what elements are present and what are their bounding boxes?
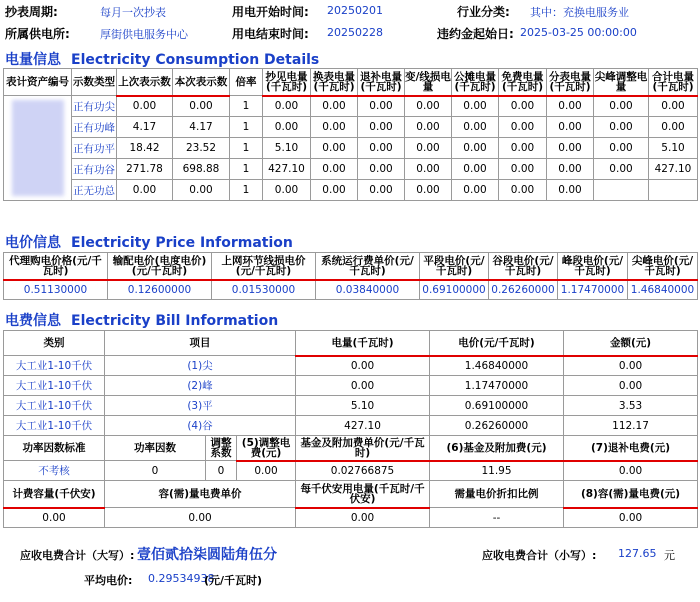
consumption-cell: 0.00 — [594, 159, 649, 180]
pf-value-cell: 0.02766875 — [296, 461, 430, 481]
consumption-cell: 23.52 — [173, 138, 230, 159]
consumption-cell: 0.00 — [452, 117, 499, 138]
price-header-cell: 代理购电价格(元/千瓦时) — [4, 253, 108, 280]
consumption-cell: 4.17 — [117, 117, 173, 138]
bill-header-row — [4, 331, 698, 356]
consumption-row — [4, 159, 698, 180]
consumption-cell: 0.00 — [311, 117, 358, 138]
consumption-cell: 1 — [230, 159, 263, 180]
cap-header-cell: 容(需)量电费单价 — [105, 481, 296, 508]
consumption-cell: 0.00 — [358, 96, 405, 117]
header-row-1 — [0, 0, 700, 22]
consumption-cell — [649, 180, 698, 201]
bill-title-en: Electricity Bill Information — [71, 313, 279, 329]
bill-header-cell: 类别 — [4, 331, 105, 356]
consumption-cell: 4.17 — [173, 117, 230, 138]
consumption-cell: 0.00 — [311, 180, 358, 201]
header-row-2 — [0, 22, 700, 44]
bill-cell: 427.10 — [296, 416, 430, 436]
bill-row — [4, 356, 698, 376]
pf-header-cell: (7)退补电费(元) — [564, 436, 698, 461]
consumption-header-cell: 换表电量(千瓦时) — [311, 69, 358, 96]
price-header-cell: 上网环节线损电价(元/千瓦时) — [212, 253, 316, 280]
consumption-cell: 正有功平 — [72, 138, 117, 159]
bill-header-cell: 电价(元/千瓦时) — [430, 331, 564, 356]
cap-header-cell: (8)容(需)量电费(元) — [564, 481, 698, 508]
cap-header-row — [4, 481, 698, 508]
pf-value-cell: 不考核 — [4, 461, 105, 481]
avg-price-value: 0.29534938 — [148, 572, 215, 585]
pf-value-cell: 11.95 — [430, 461, 564, 481]
consumption-cell: 0.00 — [594, 96, 649, 117]
consumption-cell: 271.78 — [117, 159, 173, 180]
consumption-cell: 5.10 — [263, 138, 311, 159]
start-time-value: 20250201 — [327, 4, 383, 17]
consumption-header-cell: 变/线损电量 — [405, 69, 452, 96]
bill-table — [3, 330, 698, 528]
consumption-cell — [594, 180, 649, 201]
consumption-cell: 427.10 — [649, 159, 698, 180]
price-value-cell: 0.01530000 — [212, 280, 316, 300]
pf-header-cell: 功率因数 — [105, 436, 206, 461]
consumption-cell: 0.00 — [358, 138, 405, 159]
consumption-header-cell: 上次表示数 — [117, 69, 173, 96]
cap-header-cell: 需量电价折扣比例 — [430, 481, 564, 508]
consumption-cell: 1 — [230, 180, 263, 201]
bill-row — [4, 396, 698, 416]
billing-cycle-label: 抄表周期: — [5, 5, 58, 19]
consumption-cell: 0.00 — [547, 96, 594, 117]
office-value: 厚街供电服务中心 — [100, 28, 188, 41]
consumption-cell: 0.00 — [452, 138, 499, 159]
price-value-cell: 0.26260000 — [489, 280, 558, 300]
cap-value-cell: -- — [430, 508, 564, 528]
consumption-cell: 0.00 — [499, 138, 547, 159]
consumption-header-cell: 本次表示数 — [173, 69, 230, 96]
avg-price-unit: (元/千瓦时) — [204, 574, 263, 587]
bill-cell: 0.00 — [564, 356, 698, 376]
consumption-cell: 1 — [230, 138, 263, 159]
cap-value-cell: 0.00 — [564, 508, 698, 528]
cap-header-cell: 计费容量(千伏安) — [4, 481, 105, 508]
bill-header — [0, 0, 700, 44]
avg-price-label: 平均电价: — [84, 574, 133, 587]
consumption-header-cell: 示数类型 — [72, 69, 117, 96]
bill-cell: 5.10 — [296, 396, 430, 416]
bill-cell: (2)峰 — [105, 376, 296, 396]
consumption-cell: 0.00 — [547, 138, 594, 159]
bill-cell: (4)谷 — [105, 416, 296, 436]
consumption-cell: 正有功谷 — [72, 159, 117, 180]
bill-cell: 112.17 — [564, 416, 698, 436]
bill-cell: 大工业1-10千伏 — [4, 356, 105, 376]
consumption-cell: 0.00 — [311, 138, 358, 159]
bill-cell: 大工业1-10千伏 — [4, 376, 105, 396]
industry-label: 行业分类: — [457, 5, 510, 19]
bill-header-cell: 电量(千瓦时) — [296, 331, 430, 356]
consumption-cell: 0.00 — [263, 96, 311, 117]
consumption-cell: 0.00 — [311, 96, 358, 117]
end-time-label: 用电结束时间: — [232, 27, 309, 41]
consumption-table — [3, 68, 698, 201]
bill-header-cell: 金额(元) — [564, 331, 698, 356]
consumption-row — [4, 180, 698, 201]
consumption-cell: 0.00 — [452, 180, 499, 201]
consumption-cell: 0.00 — [547, 180, 594, 201]
consumption-cell: 0.00 — [117, 96, 173, 117]
consumption-cell: 0.00 — [452, 96, 499, 117]
office-label: 所属供电所: — [5, 27, 70, 41]
consumption-cell: 0.00 — [499, 96, 547, 117]
bill-cell: 1.46840000 — [430, 356, 564, 376]
consumption-cell: 0.00 — [594, 138, 649, 159]
consumption-header-cell: 表计资产编号 — [4, 69, 72, 96]
penalty-value: 2025-03-25 00:00:00 — [520, 26, 637, 39]
price-value-cell: 1.46840000 — [628, 280, 698, 300]
consumption-cell: 0.00 — [405, 159, 452, 180]
pf-header-cell: 基金及附加费单价(元/千瓦时) — [296, 436, 430, 461]
consumption-header-cell: 尖峰调整电量 — [594, 69, 649, 96]
consumption-cell: 正有功峰 — [72, 117, 117, 138]
bill-title — [5, 310, 278, 330]
consumption-row — [4, 138, 698, 159]
price-value-row — [4, 280, 698, 300]
upper-total-label: 应收电费合计（大写）: — [20, 549, 135, 562]
total-unit: 元 — [664, 549, 675, 562]
cap-header-cell: 每千伏安用电量(千瓦时/千伏安) — [296, 481, 430, 508]
consumption-cell: 0.00 — [311, 159, 358, 180]
price-header-row — [4, 253, 698, 280]
bill-cell: 0.00 — [296, 376, 430, 396]
cap-value-cell: 0.00 — [4, 508, 105, 528]
consumption-cell: 0.00 — [173, 96, 230, 117]
pf-value-row — [4, 461, 698, 481]
lower-total-label: 应收电费合计（小写）: — [482, 549, 597, 562]
pf-value-cell: 0 — [206, 461, 237, 481]
consumption-header-cell: 免费电量(千瓦时) — [499, 69, 547, 96]
consumption-cell: 0.00 — [594, 117, 649, 138]
price-header-cell: 峰段电价(元/千瓦时) — [558, 253, 628, 280]
cap-value-cell: 0.00 — [296, 508, 430, 528]
bill-cell: 0.00 — [564, 376, 698, 396]
consumption-cell: 正有功尖 — [72, 96, 117, 117]
pf-header-row — [4, 436, 698, 461]
consumption-title-cn: 电量信息 — [5, 52, 61, 68]
cap-value-cell: 0.00 — [105, 508, 296, 528]
price-title — [5, 232, 293, 252]
consumption-cell: 0.00 — [117, 180, 173, 201]
price-title-cn: 电价信息 — [5, 235, 61, 251]
consumption-cell: 1 — [230, 96, 263, 117]
bill-cell: 0.00 — [296, 356, 430, 376]
price-value-cell: 0.03840000 — [316, 280, 420, 300]
price-value-cell: 0.69100000 — [420, 280, 489, 300]
consumption-cell: 0.00 — [547, 117, 594, 138]
price-value-cell: 0.51130000 — [4, 280, 108, 300]
consumption-row — [4, 96, 698, 117]
bill-cell: 0.26260000 — [430, 416, 564, 436]
bill-title-cn: 电费信息 — [5, 313, 61, 329]
consumption-cell: 0.00 — [405, 138, 452, 159]
consumption-cell: 0.00 — [649, 117, 698, 138]
consumption-cell: 698.88 — [173, 159, 230, 180]
consumption-header-cell: 公摊电量(千瓦时) — [452, 69, 499, 96]
penalty-label: 违约金起始日: — [437, 27, 514, 41]
bill-cell: (3)平 — [105, 396, 296, 416]
consumption-cell: 0.00 — [405, 180, 452, 201]
pf-value-cell: 0 — [105, 461, 206, 481]
pf-header-cell: (5)调整电费(元) — [237, 436, 296, 461]
consumption-cell: 0.00 — [405, 117, 452, 138]
bill-row — [4, 416, 698, 436]
consumption-cell: 0.00 — [263, 117, 311, 138]
price-header-cell: 尖峰电价(元/千瓦时) — [628, 253, 698, 280]
consumption-cell: 427.10 — [263, 159, 311, 180]
consumption-cell: 0.00 — [649, 96, 698, 117]
billing-cycle-value: 每月一次抄表 — [100, 6, 166, 19]
consumption-row — [4, 117, 698, 138]
consumption-cell: 0.00 — [499, 117, 547, 138]
industry-value: 其中：充换电服务业 — [530, 6, 629, 19]
bill-cell: 3.53 — [564, 396, 698, 416]
consumption-title — [5, 49, 319, 69]
start-time-label: 用电开始时间: — [232, 5, 309, 19]
consumption-cell: 0.00 — [358, 180, 405, 201]
price-table — [3, 252, 698, 300]
bill-row — [4, 376, 698, 396]
consumption-cell: 0.00 — [263, 180, 311, 201]
consumption-cell: 0.00 — [547, 159, 594, 180]
lower-total-value: 127.65 — [618, 547, 657, 560]
consumption-header-cell: 分表电量(千瓦时) — [547, 69, 594, 96]
end-time-value: 20250228 — [327, 26, 383, 39]
consumption-cell: 0.00 — [358, 117, 405, 138]
bill-cell: 大工业1-10千伏 — [4, 396, 105, 416]
consumption-header-cell: 退补电量(千瓦时) — [358, 69, 405, 96]
consumption-title-en: Electricity Consumption Details — [71, 52, 320, 68]
consumption-cell: 1 — [230, 117, 263, 138]
consumption-cell: 0.00 — [499, 159, 547, 180]
price-header-cell: 谷段电价(元/千瓦时) — [489, 253, 558, 280]
price-title-en: Electricity Price Information — [71, 235, 293, 251]
price-header-cell: 平段电价(元/千瓦时) — [420, 253, 489, 280]
price-value-cell: 1.17470000 — [558, 280, 628, 300]
cap-value-row — [4, 508, 698, 528]
bill-cell: (1)尖 — [105, 356, 296, 376]
meter-asset-cell — [4, 96, 72, 201]
upper-total-value: 壹佰贰拾柒圆陆角伍分 — [137, 547, 277, 563]
pf-header-cell: 功率因数标准 — [4, 436, 105, 461]
meter-asset-redacted — [12, 100, 64, 196]
price-header-cell: 系统运行费单价(元/千瓦时) — [316, 253, 420, 280]
consumption-cell: 0.00 — [499, 180, 547, 201]
price-value-cell: 0.12600000 — [108, 280, 212, 300]
consumption-cell: 0.00 — [452, 159, 499, 180]
bill-cell: 1.17470000 — [430, 376, 564, 396]
price-header-cell: 输配电价(电度电价)(元/千瓦时) — [108, 253, 212, 280]
consumption-cell: 0.00 — [173, 180, 230, 201]
bill-header-cell: 项目 — [105, 331, 296, 356]
pf-value-cell: 0.00 — [564, 461, 698, 481]
consumption-header-cell: 合计电量(千瓦时) — [649, 69, 698, 96]
consumption-header-cell: 抄见电量(千瓦时) — [263, 69, 311, 96]
consumption-cell: 正无功总 — [72, 180, 117, 201]
consumption-cell: 18.42 — [117, 138, 173, 159]
consumption-header-cell: 倍率 — [230, 69, 263, 96]
consumption-cell: 0.00 — [405, 96, 452, 117]
bill-cell: 大工业1-10千伏 — [4, 416, 105, 436]
pf-header-cell: (6)基金及附加费(元) — [430, 436, 564, 461]
pf-value-cell: 0.00 — [237, 461, 296, 481]
pf-header-cell: 调整系数 — [206, 436, 237, 461]
consumption-header-row — [4, 69, 698, 96]
consumption-cell: 5.10 — [649, 138, 698, 159]
bill-cell: 0.69100000 — [430, 396, 564, 416]
consumption-cell: 0.00 — [358, 159, 405, 180]
